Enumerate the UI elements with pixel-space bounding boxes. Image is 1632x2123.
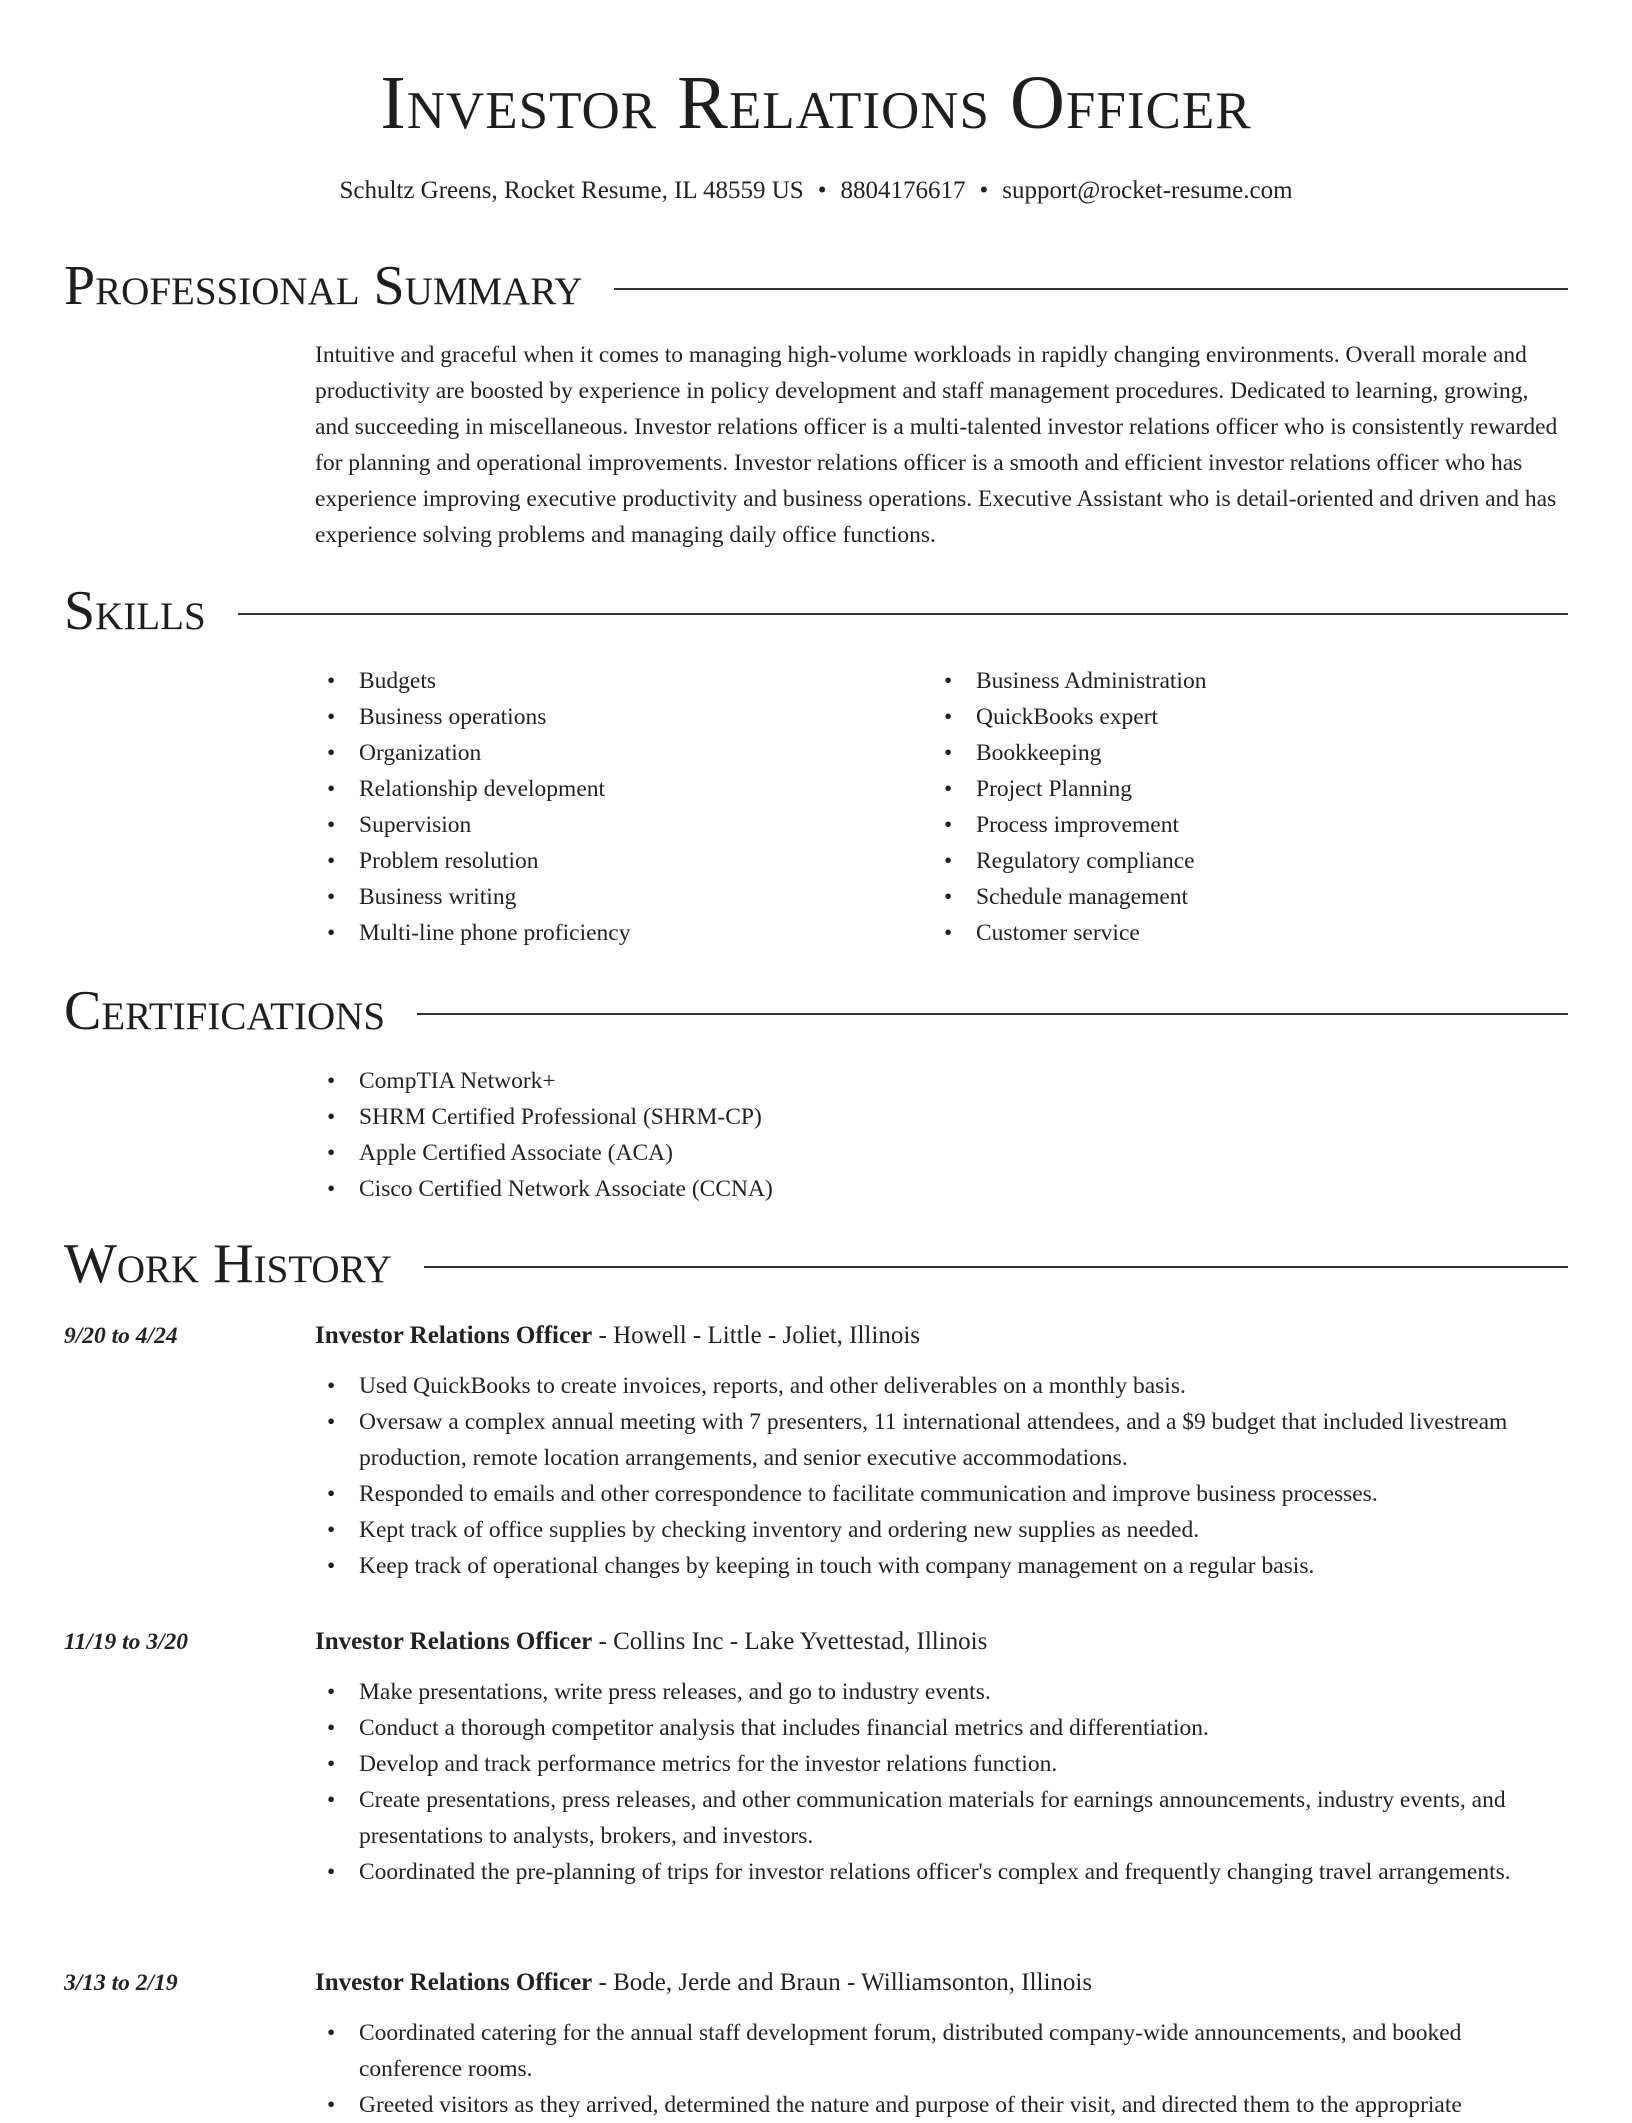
job-entry	[315, 1965, 1568, 2123]
job-bullet: • Oversaw a complex annual meeting with 7 presenters, 11 international attendees, and a $9 budget that included livestream production, remote location arrangements, and senior executive accommodations.	[315, 1404, 1568, 1476]
skills-section-header	[64, 579, 1568, 643]
section-divider	[614, 288, 1568, 290]
skills-list-left	[315, 663, 932, 951]
contact-email: support@rocket-resume.com	[1002, 177, 1293, 204]
job-entry	[315, 1318, 1568, 1584]
job-entry	[315, 1624, 1568, 1890]
skill-item: • Schedule management	[932, 879, 1549, 915]
skill-item: • Budgets	[315, 663, 932, 699]
certifications-list	[315, 1063, 1568, 1207]
skill-item: • Supervision	[315, 807, 932, 843]
certification-item: • SHRM Certified Professional (SHRM-CP)	[315, 1099, 1568, 1135]
work-history-heading: Work History	[64, 1233, 392, 1295]
contact-line	[0, 174, 1632, 208]
job-bullet: • Used QuickBooks to create invoices, reports, and other deliverables on a monthly basis.	[315, 1368, 1568, 1404]
summary-section	[315, 337, 1568, 553]
job-bullet: • Kept track of office supplies by checking inventory and ordering new supplies as needed.	[315, 1512, 1568, 1548]
job-bullets	[315, 1674, 1568, 1890]
skill-item: • Process improvement	[932, 807, 1549, 843]
skills-section	[315, 663, 1568, 951]
certification-item: • Apple Certified Associate (ACA)	[315, 1135, 1568, 1171]
job-bullet: • Coordinated the pre-planning of trips for investor relations officer's complex and frequently changing travel arrangements.	[315, 1854, 1568, 1890]
job-dates: 11/19 to 3/20	[64, 1629, 189, 1655]
skill-item: • Multi-line phone proficiency	[315, 915, 932, 951]
job-dates: 3/13 to 2/19	[64, 1970, 178, 1996]
section-divider	[417, 1013, 1568, 1015]
skill-item: • Bookkeeping	[932, 735, 1549, 771]
job-bullets	[315, 1368, 1568, 1584]
certifications-section	[315, 1063, 1568, 1207]
job-bullet: • Conduct a thorough competitor analysis that includes financial metrics and differentiation.	[315, 1710, 1568, 1746]
contact-separator: •	[817, 177, 827, 204]
skills-heading: Skills	[64, 580, 206, 642]
contact-separator: •	[979, 177, 989, 204]
skills-columns	[315, 663, 1568, 951]
skills-list-right	[932, 663, 1549, 951]
skill-item: • Project Planning	[932, 771, 1549, 807]
job-title: Investor Relations Officer	[315, 1628, 593, 1655]
candidate-name: Investor Relations Officer	[380, 61, 1252, 145]
job-bullets	[315, 2015, 1568, 2123]
section-divider	[238, 613, 1568, 615]
certifications-section-header	[64, 979, 1568, 1043]
job-bullet: • Make presentations, write press releases, and go to industry events.	[315, 1674, 1568, 1710]
summary-heading: Professional Summary	[64, 255, 583, 317]
skill-item: • Business operations	[315, 699, 932, 735]
skill-item: • Relationship development	[315, 771, 932, 807]
job-bullet: • Develop and track performance metrics for the investor relations function.	[315, 1746, 1568, 1782]
job-title-line	[315, 1318, 1568, 1354]
job-title: Investor Relations Officer	[315, 1322, 593, 1349]
certifications-heading: Certifications	[64, 980, 386, 1042]
skill-item: • QuickBooks expert	[932, 699, 1549, 735]
skill-item: • Business writing	[315, 879, 932, 915]
skill-item: • Organization	[315, 735, 932, 771]
job-employer: - Bode, Jerde and Braun - Williamsonton, Illinois	[592, 1969, 1093, 1996]
skill-item: • Business Administration	[932, 663, 1549, 699]
job-dates: 9/20 to 4/24	[64, 1323, 178, 1349]
job-title-line	[315, 1965, 1568, 2001]
certification-item: • Cisco Certified Network Associate (CCNA)	[315, 1171, 1568, 1207]
job-bullet: • Coordinated catering for the annual staff development forum, distributed company-wide announcements, and booked conference rooms.	[315, 2015, 1568, 2087]
job-title-line	[315, 1624, 1568, 1660]
job-bullet: • Greeted visitors as they arrived, determined the nature and purpose of their visit, and directed them to the appropriate	[315, 2087, 1568, 2123]
job-title: Investor Relations Officer	[315, 1969, 593, 1996]
work-history-section-header	[64, 1232, 1568, 1296]
job-bullet: • Responded to emails and other correspondence to facilitate communication and improve business processes.	[315, 1476, 1568, 1512]
section-divider	[424, 1266, 1568, 1268]
summary-section-header	[64, 254, 1568, 318]
contact-phone: 8804176617	[840, 177, 966, 204]
job-bullet: • Create presentations, press releases, and other communication materials for earnings announcements, industry events, and presentations to analysts, brokers, and investors.	[315, 1782, 1568, 1854]
job-employer: - Collins Inc - Lake Yvettestad, Illinois	[592, 1628, 988, 1655]
job-bullet: • Keep track of operational changes by keeping in touch with company management on a regular basis.	[315, 1548, 1568, 1584]
certification-item: • CompTIA Network+	[315, 1063, 1568, 1099]
skill-item: • Problem resolution	[315, 843, 932, 879]
contact-address: Schultz Greens, Rocket Resume, IL 48559 US	[339, 177, 804, 204]
skill-item: • Regulatory compliance	[932, 843, 1549, 879]
summary-text: Intuitive and graceful when it comes to managing high-volume workloads in rapidly changing environments. Overall morale and productivity are boosted by experience in policy development and staff management procedures. Dedicated to learning, growing, and succeeding in miscellaneous. Investor relations officer is a multi-talented investor relations officer who is consistently rewarded for planning and operational improvements. Investor relations officer is a smooth and efficient investor relations officer who has experience improving executive productivity and business operations. Executive Assistant who is detail-oriented and driven and has experience solving problems and managing daily office functions.	[315, 342, 1558, 548]
skill-item: • Customer service	[932, 915, 1549, 951]
job-employer: - Howell - Little - Joliet, Illinois	[592, 1322, 920, 1349]
